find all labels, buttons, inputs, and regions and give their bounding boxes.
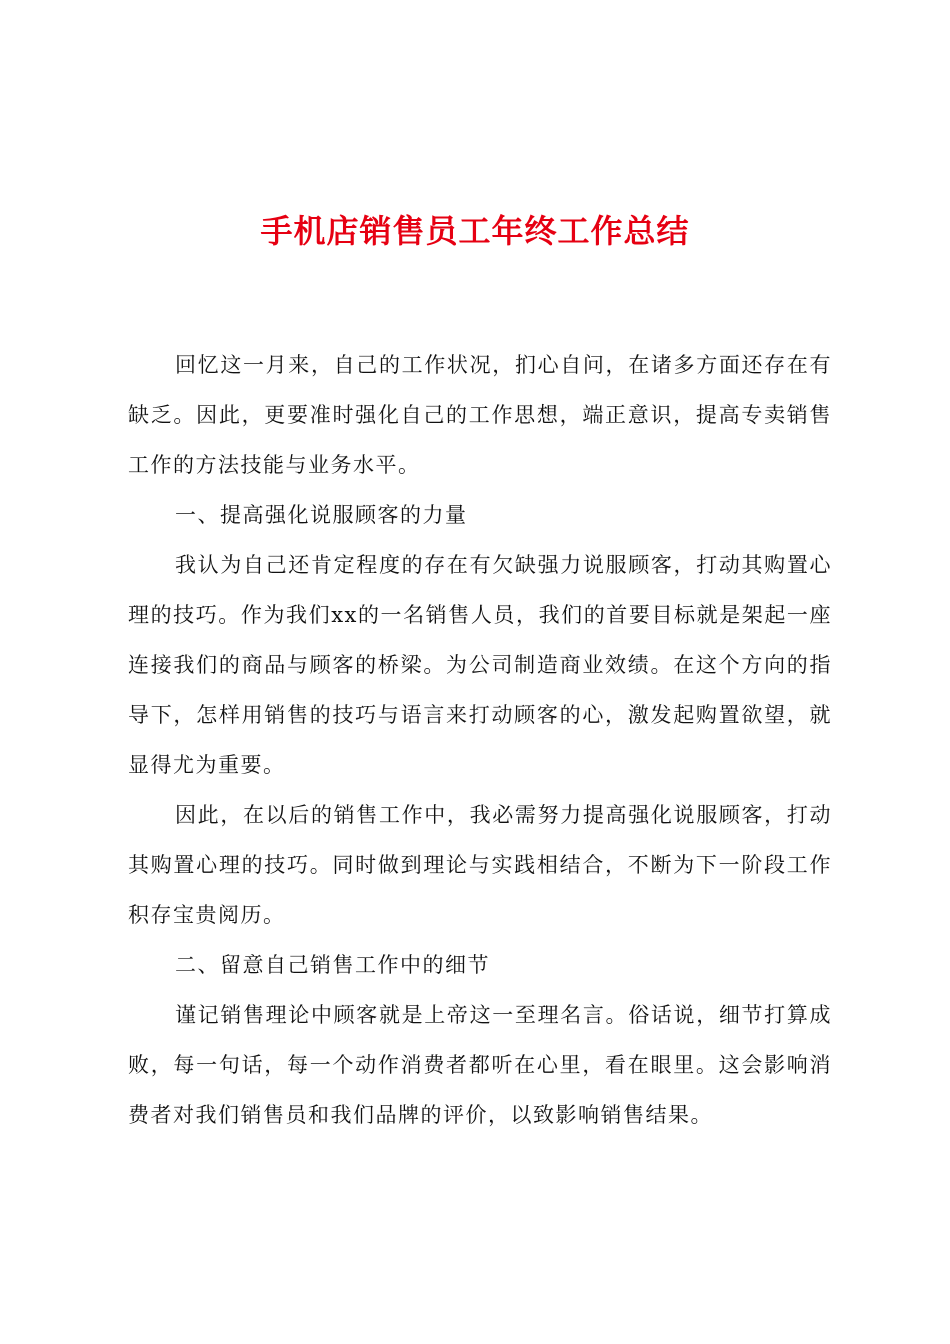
section-heading-1: 一、提高强化说服顾客的力量 <box>175 503 468 527</box>
paragraph-intro: 回忆这一月来，自己的工作状况，扪心自问，在诸多方面还存在有缺乏。因此，更要准时强化自己的工作思想，端正意识，提高专卖销售工作的方法技能与业务水平。 <box>128 353 832 477</box>
paragraph-section-1b: 因此，在以后的销售工作中，我必需努力提高强化说服顾客，打动其购置心理的技巧。同时做到理论与实践相结合，不断为下一阶段工作积存宝贵阅历。 <box>128 803 832 927</box>
document-title: 手机店销售员工年终工作总结 <box>260 212 690 250</box>
paragraph-section-1a: 我认为自己还肯定程度的存在有欠缺强力说服顾客，打动其购置心理的技巧。作为我们xx的一名销售人员，我们的首要目标就是架起一座连接我们的商品与顾客的桥梁。为公司制造商业效绩。在这个方向的指导下，怎样用销售的技巧与语言来打动顾客的心，激发起购置欲望，就显得尤为重要。 <box>128 553 832 777</box>
paragraph-section-2a: 谨记销售理论中顾客就是上帝这一至理名言。俗话说，细节打算成败，每一句话，每一个动作消费者都听在心里，看在眼里。这会影响消费者对我们销售员和我们品牌的评价，以致影响销售结果。 <box>128 1003 832 1127</box>
document-body <box>128 340 832 1140</box>
section-heading-2: 二、留意自己销售工作中的细节 <box>175 953 490 977</box>
